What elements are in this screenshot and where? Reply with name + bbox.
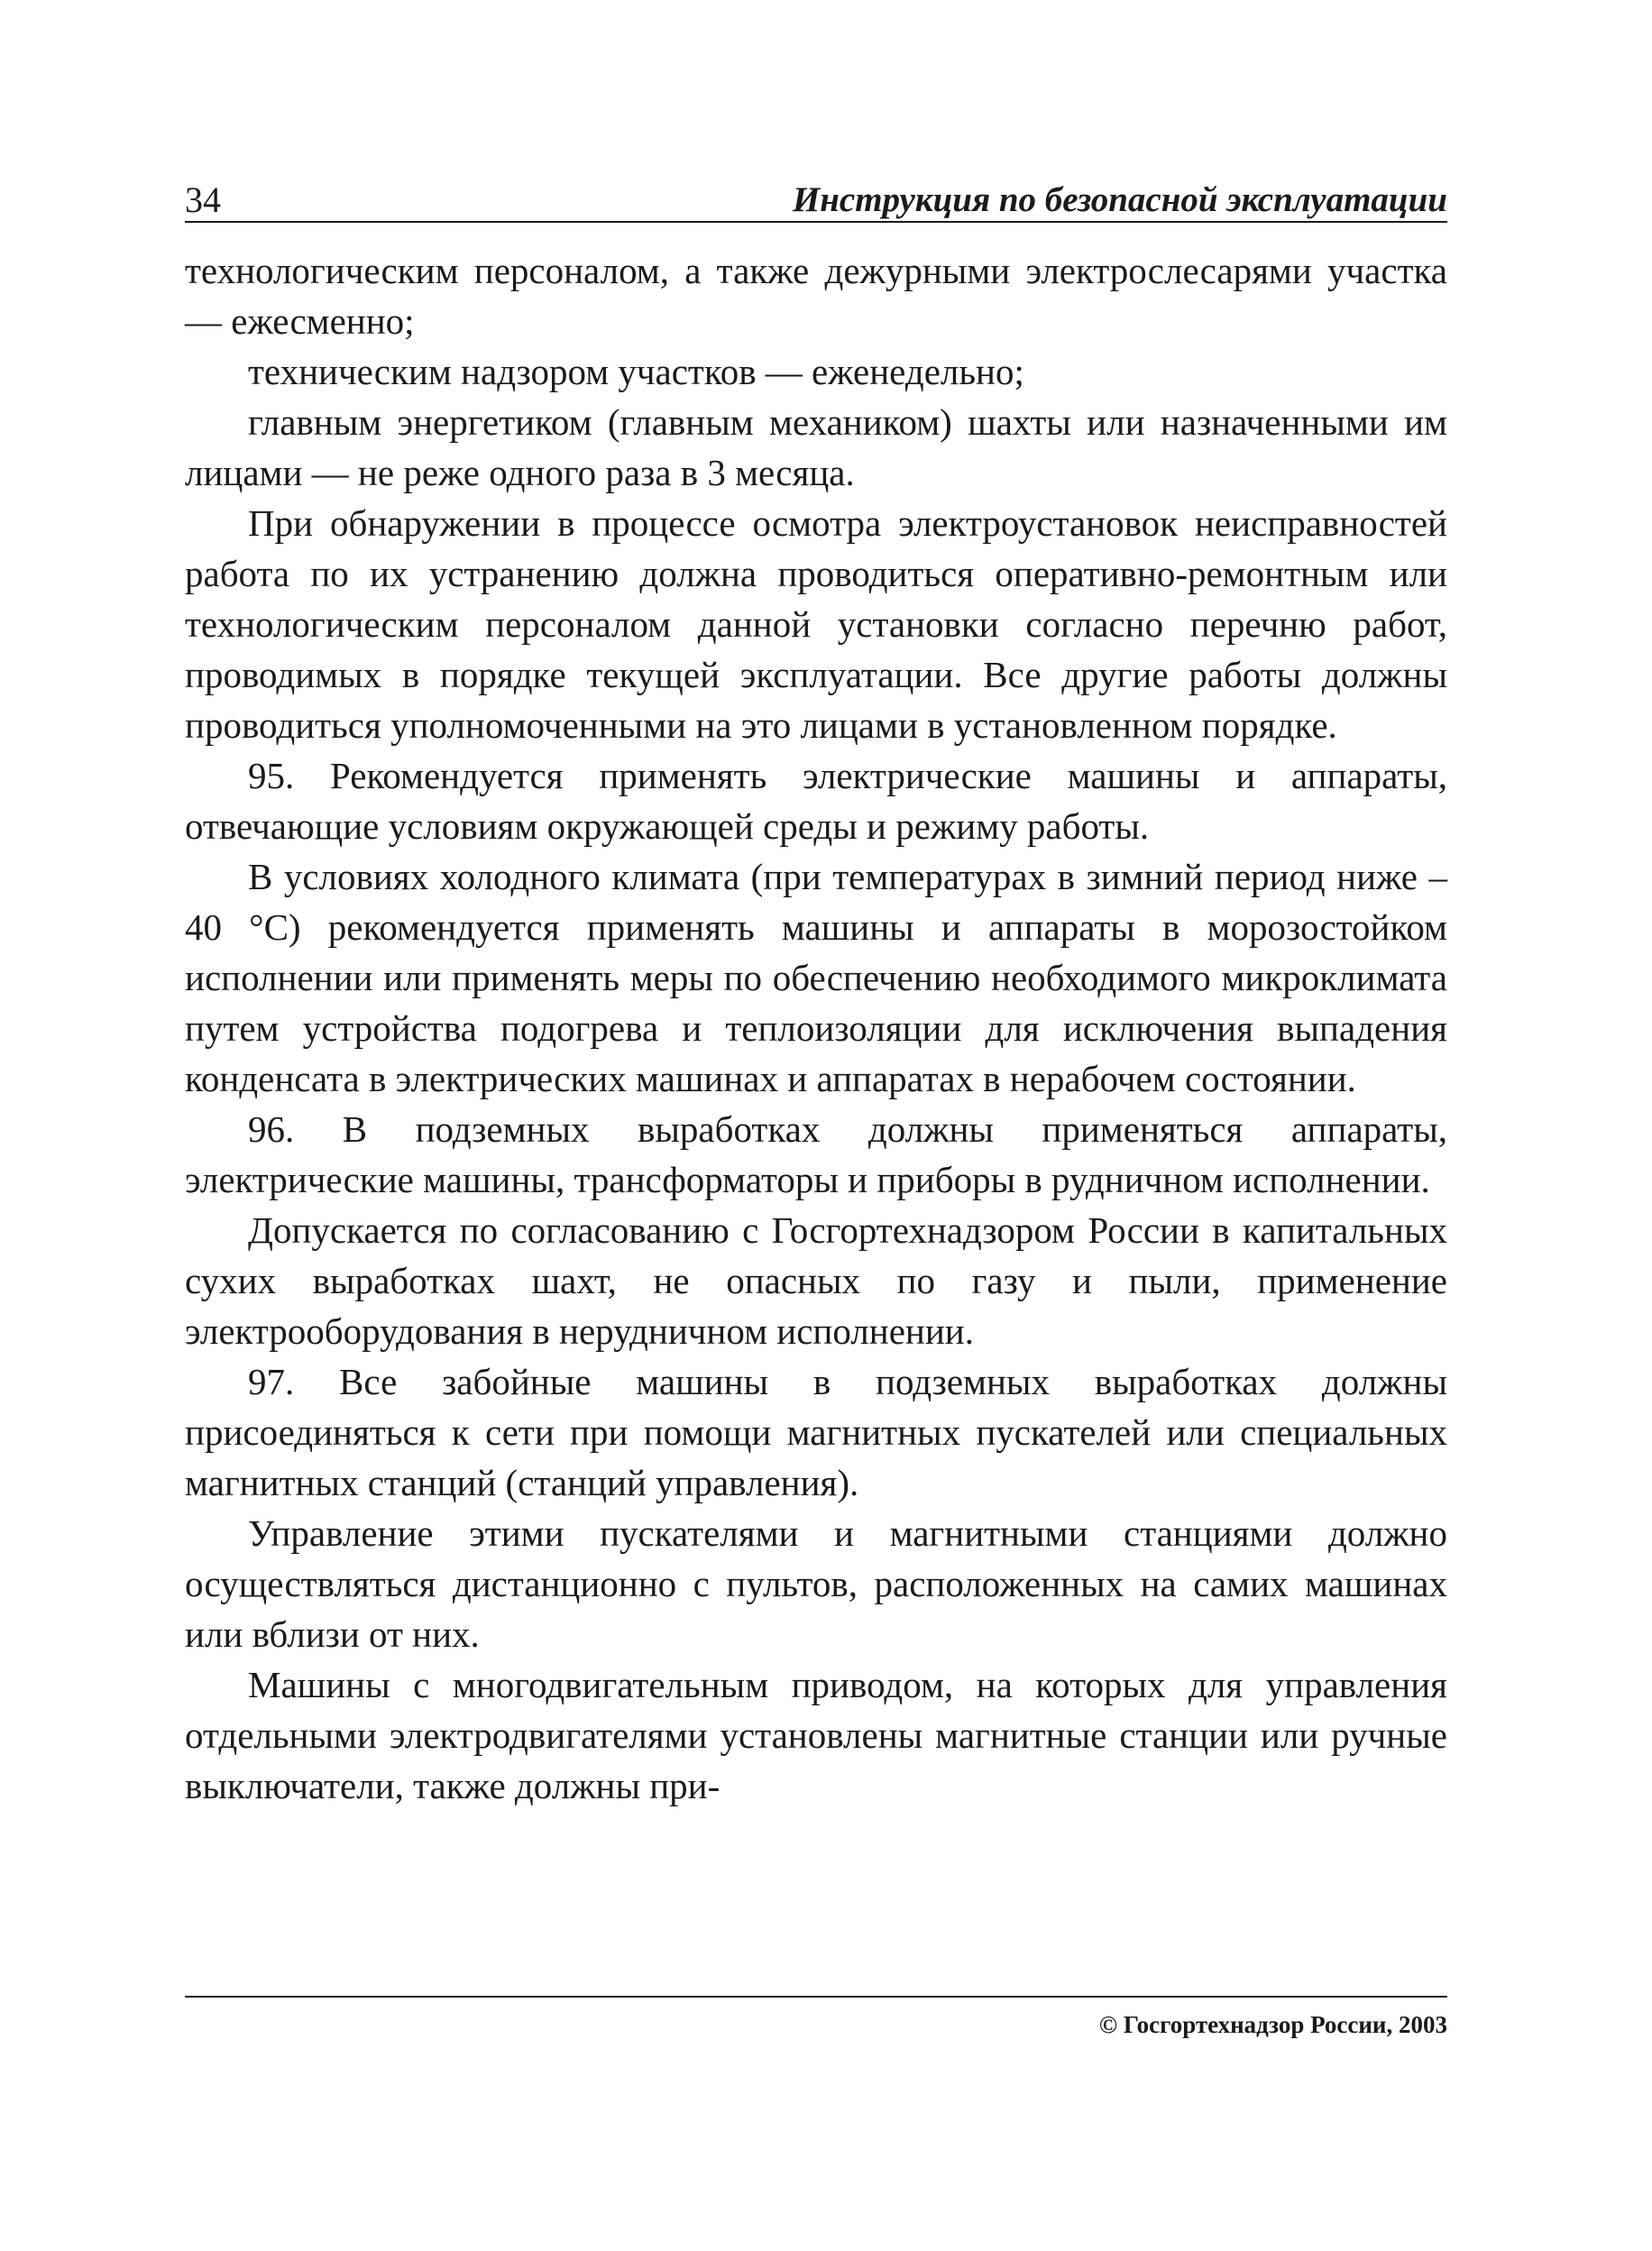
header-rule [185,221,1447,223]
page-number: 34 [185,179,221,220]
paragraph: Управление этими пускателями и магнитными станциями должно осуществляться дистанционно с пультов, расположенных на самих машинах или вблизи от них. [185,1512,1447,1655]
paragraph: 95. Рекомендуется применять электрические машины и аппараты, отвечающие условиям окружающей среды и режиму работы. [185,755,1447,847]
paragraph: технологическим персоналом, а также дежурными электрослесарями участка — ежесменно; [185,250,1447,342]
footer-rule [185,1996,1447,1998]
page-header [185,179,1447,224]
paragraph: техническим надзором участков — еженедельно; [248,351,1024,392]
body-text [185,245,1447,1811]
paragraph: 96. В подземных выработках должны применяться аппараты, электрические машины, трансформаторы и приборы в рудничном исполнении. [185,1108,1447,1200]
paragraph: 97. Все забойные машины в подземных выработках должны присоединяться к сети при помощи магнитных пускателей или специальных магнитных станций (станций управления). [185,1361,1447,1503]
copyright-notice: © Госгортехнадзор России, 2003 [1098,2011,1447,2038]
paragraph: главным энергетиком (главным механиком) шахты или назначенными им лицами — не реже одного раза в 3 месяца. [185,401,1447,493]
paragraph: Машины с многодвигательным приводом, на которых для управления отдельными электродвигателями установлены магнитные станции или ручные выключатели, также должны при- [185,1664,1447,1806]
running-title: Инструкция по безопасной эксплуатации [792,180,1447,219]
paragraph: Допускается по согласованию с Госгортехнадзором России в капитальных сухих выработках шахт, не опасных по газу и пыли, применение электрооборудования в нерудничном исполнении. [185,1209,1447,1352]
paragraph: В условиях холодного климата (при температурах в зимний период ниже –40 °С) рекомендуется применять машины и аппараты в морозостойком исполнении или применять меры по обеспечению необходимого микроклимата путем устройства подогрева и теплоизоляции для исключения выпадения конденсата в электрических машинах и аппаратах в нерабочем состоянии. [185,856,1447,1099]
paragraph: При обнаружении в процессе осмотра электроустановок неисправностей работа по их устранению должна проводиться оперативно-ремонтным или технологическим персоналом данной установки согласно перечню работ, проводимых в порядке текущей эксплуатации. Все другие работы должны проводиться уполномоченными на это лицами в установленном порядке. [185,502,1447,746]
